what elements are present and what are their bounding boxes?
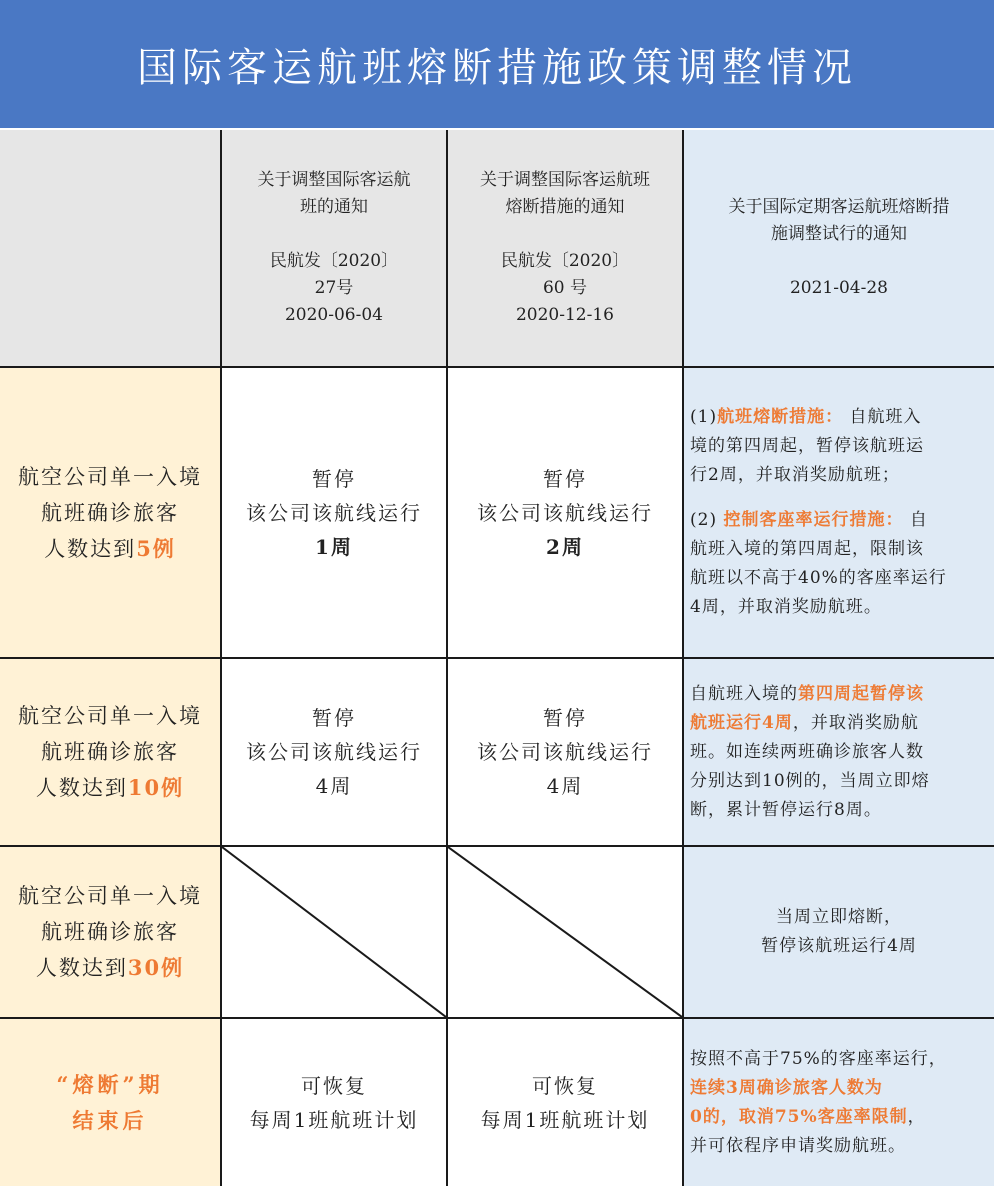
policy-line: 断，累计暂停运行8周。 <box>690 799 882 820</box>
cell-trial-10-cases <box>684 659 994 847</box>
row-label-text: 人数达到 <box>44 536 137 561</box>
policy-line: 班。如连续两班确诊旅客人数 <box>690 741 924 762</box>
row-label-line <box>18 950 202 986</box>
cell-trial-after-period <box>684 1019 994 1186</box>
policy-line: 暂停该航班运行4周 <box>761 936 917 956</box>
policy-text: ，并取消奖励航 <box>792 712 919 733</box>
policy-text: ， <box>907 1106 926 1127</box>
row-label-30-cases <box>0 847 222 1019</box>
header-cell-trial-notice <box>684 130 994 368</box>
policy-text: 自航班入境的 <box>690 683 798 704</box>
cell-27-30-cases-empty <box>222 847 448 1019</box>
row-label-line: 结束后 <box>72 1107 148 1133</box>
case-count-highlight: 10例 <box>127 775 185 800</box>
policy-number: (1) <box>690 407 718 427</box>
policy-line: 行2周，并取消奖励航班； <box>690 465 900 485</box>
cell-27-10-cases <box>222 659 448 847</box>
header-doc-number: 27号 <box>314 278 354 298</box>
policy-highlight: 航班运行4周 <box>690 712 793 733</box>
header-title-line: 熔断措施的通知 <box>505 197 625 217</box>
row-label-line <box>18 531 202 567</box>
policy-line <box>690 1103 988 1132</box>
policy-line <box>690 680 988 709</box>
policy-line <box>690 506 988 535</box>
policy-line: 境的第四周起，暂停该航班运 <box>690 436 924 456</box>
cell-60-after-period <box>448 1019 684 1186</box>
policy-highlight: 0的，取消75%客座率限制 <box>690 1106 908 1127</box>
duration-text: 4周 <box>546 774 584 798</box>
policy-line <box>690 709 988 738</box>
measure-text: 可恢复 <box>531 1073 598 1098</box>
diagonal-slash <box>222 847 446 1017</box>
page-title: 国际客运航班熔断措施政策调整情况 <box>137 44 857 91</box>
policy-line: 航班以不高于40%的客座率运行 <box>690 568 947 588</box>
cell-60-5-cases <box>448 368 684 659</box>
row-label-line <box>18 770 202 806</box>
case-count-highlight: 5例 <box>136 535 176 561</box>
measure-text: 暂停 <box>543 466 587 491</box>
measure-text: 暂停 <box>312 466 356 491</box>
measure-text: 该公司该航线运行 <box>477 740 653 764</box>
row-label-line: 航班确诊旅客 <box>41 500 179 525</box>
cell-27-5-cases <box>222 368 448 659</box>
header-doc-number: 民航发〔2020〕 <box>500 251 630 271</box>
cell-trial-5-cases <box>684 368 994 659</box>
header-title-line: 班的通知 <box>300 197 368 217</box>
cell-60-30-cases-empty <box>448 847 684 1019</box>
row-label-text: 人数达到 <box>35 776 128 800</box>
policy-line: 4周，并取消奖励航班。 <box>690 597 882 617</box>
header-title-line: 关于调整国际客运航 <box>257 170 411 190</box>
measure-text: 每周1班航班计划 <box>480 1107 650 1132</box>
case-count-highlight: 30例 <box>127 955 185 980</box>
cell-27-after-period <box>222 1019 448 1186</box>
policy-line <box>690 403 988 432</box>
header-cell-notice-27 <box>222 130 448 368</box>
policy-line: 并可依程序申请奖励航班。 <box>690 1135 906 1156</box>
header-date: 2020-12-16 <box>515 305 614 325</box>
header-doc-number: 60 号 <box>542 278 588 298</box>
header-title-line: 关于调整国际客运航班 <box>480 170 650 190</box>
row-label-line: 航班确诊旅客 <box>41 920 179 944</box>
header-corner-cell <box>0 130 222 368</box>
policy-line: 航班入境的第四周起，限制该 <box>690 539 924 559</box>
policy-number: (2) <box>690 510 718 530</box>
duration-text: 1周 <box>315 534 353 559</box>
header-date: 2020-06-04 <box>284 305 383 325</box>
measure-text: 可恢复 <box>300 1073 367 1098</box>
row-label-after-period <box>0 1019 222 1186</box>
policy-text: 自航班入 <box>849 407 922 427</box>
policy-highlight: 控制客座率运行措施： <box>723 510 904 530</box>
header-cell-notice-60 <box>448 130 684 368</box>
duration-text: 4周 <box>315 774 353 798</box>
row-label-5-cases <box>0 368 222 659</box>
row-label-10-cases <box>0 659 222 847</box>
duration-text: 2周 <box>546 534 584 559</box>
row-label-line: 航空公司单一入境 <box>18 884 202 908</box>
row-label-line: 航空公司单一入境 <box>18 464 202 489</box>
measure-text: 暂停 <box>543 706 587 730</box>
cell-60-10-cases <box>448 659 684 847</box>
measure-text: 该公司该航线运行 <box>246 500 422 525</box>
row-label-line: 航空公司单一入境 <box>18 704 202 728</box>
policy-line: 按照不高于75%的客座率运行， <box>690 1048 947 1069</box>
policy-highlight: 连续3周确诊旅客人数为 <box>690 1077 883 1098</box>
measure-text: 每周1班航班计划 <box>249 1107 419 1132</box>
policy-line: 当周立即熔断， <box>775 907 902 927</box>
header-title-line: 施调整试行的通知 <box>771 224 907 244</box>
header-doc-number: 民航发〔2020〕 <box>269 251 399 271</box>
policy-highlight: 航班熔断措施： <box>717 407 844 427</box>
policy-highlight: 第四周起暂停该 <box>798 683 924 704</box>
policy-text: 自 <box>909 510 928 530</box>
diagonal-slash <box>448 847 682 1017</box>
measure-text: 该公司该航线运行 <box>246 740 422 764</box>
row-label-text: 人数达到 <box>35 956 128 980</box>
header-date: 2021-04-28 <box>789 278 888 298</box>
cell-trial-30-cases <box>684 847 994 1019</box>
measure-text: 该公司该航线运行 <box>477 500 653 525</box>
policy-line: 分别达到10例的，当周立即熔 <box>690 770 930 791</box>
title-bar <box>0 0 994 128</box>
header-title-line: 关于国际定期客运航班熔断措 <box>728 197 950 217</box>
measure-text: 暂停 <box>312 706 356 730</box>
row-label-line: 航班确诊旅客 <box>41 740 179 764</box>
row-label-line: “熔断”期 <box>56 1071 164 1097</box>
